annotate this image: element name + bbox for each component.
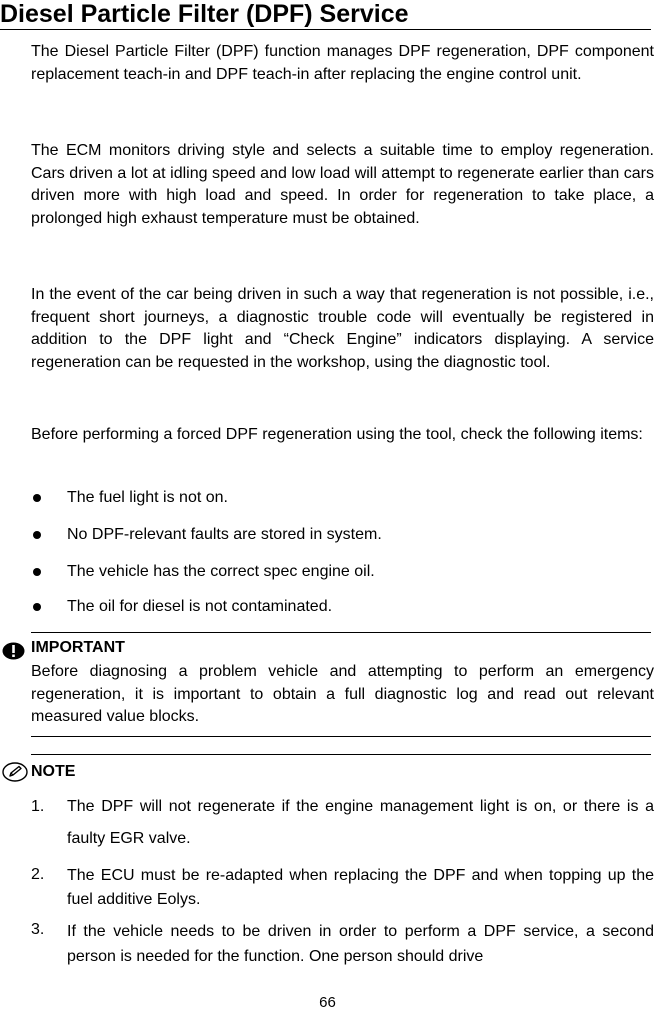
note-item-number: 3. <box>31 921 45 938</box>
pencil-icon <box>2 762 28 782</box>
important-top-rule <box>31 632 651 633</box>
bullet-icon <box>33 603 41 611</box>
page-title: Diesel Particle Filter (DPF) Service <box>0 0 409 28</box>
page-number: 66 <box>319 994 336 1011</box>
note-top-rule <box>31 754 651 755</box>
note-item-text: If the vehicle needs to be driven in order to perform a DPF service, a second person is needed for the function. One person should drive <box>67 923 654 965</box>
note-item-text: The ECU must be re-adapted when replacing the DPF and when topping up the fuel additive Eolys. <box>67 867 654 908</box>
note-item-text: The DPF will not regenerate if the engine management light is on, or there is a faulty EGR valve. <box>67 798 654 847</box>
bullet-icon <box>33 568 41 576</box>
note-label: NOTE <box>31 763 76 780</box>
paragraph-intro: The Diesel Particle Filter (DPF) function manages DPF regeneration, DPF component replacement teach-in and DPF teach-in after replacing the engine control unit. <box>31 43 654 83</box>
paragraph-before-performing: Before performing a forced DPF regeneration using the tool, check the following items: <box>31 426 643 443</box>
bullet-icon <box>33 531 41 539</box>
exclamation-icon <box>2 642 25 660</box>
note-item-number: 2. <box>31 866 45 883</box>
note-item-number: 1. <box>31 798 45 815</box>
paragraph-service-regeneration: In the event of the car being driven in such a way that regeneration is not possible, i.e., frequent short journeys, a diagnostic trouble code will eventually be registered in addition to the DPF light and “Check Engine” indicators displaying. A service regeneration can be requested in the workshop, using the diagnostic tool. <box>31 286 654 371</box>
paragraph-ecm: The ECM monitors driving style and selects a suitable time to employ regeneration. Cars driven a lot at idling speed and low load will attempt to regenerate earlier than cars driven more with high load and speed. In order for regeneration to take place, a prolonged high exhaust temperature must be obtained. <box>31 142 654 227</box>
title-underline <box>0 29 651 30</box>
bullet-icon <box>33 494 41 502</box>
important-label: IMPORTANT <box>31 639 125 656</box>
important-bottom-rule <box>31 736 651 737</box>
important-text: Before diagnosing a problem vehicle and attempting to perform an emergency regeneration, it is important to obtain a full diagnostic log and read out relevant measured value blocks. <box>31 663 654 726</box>
